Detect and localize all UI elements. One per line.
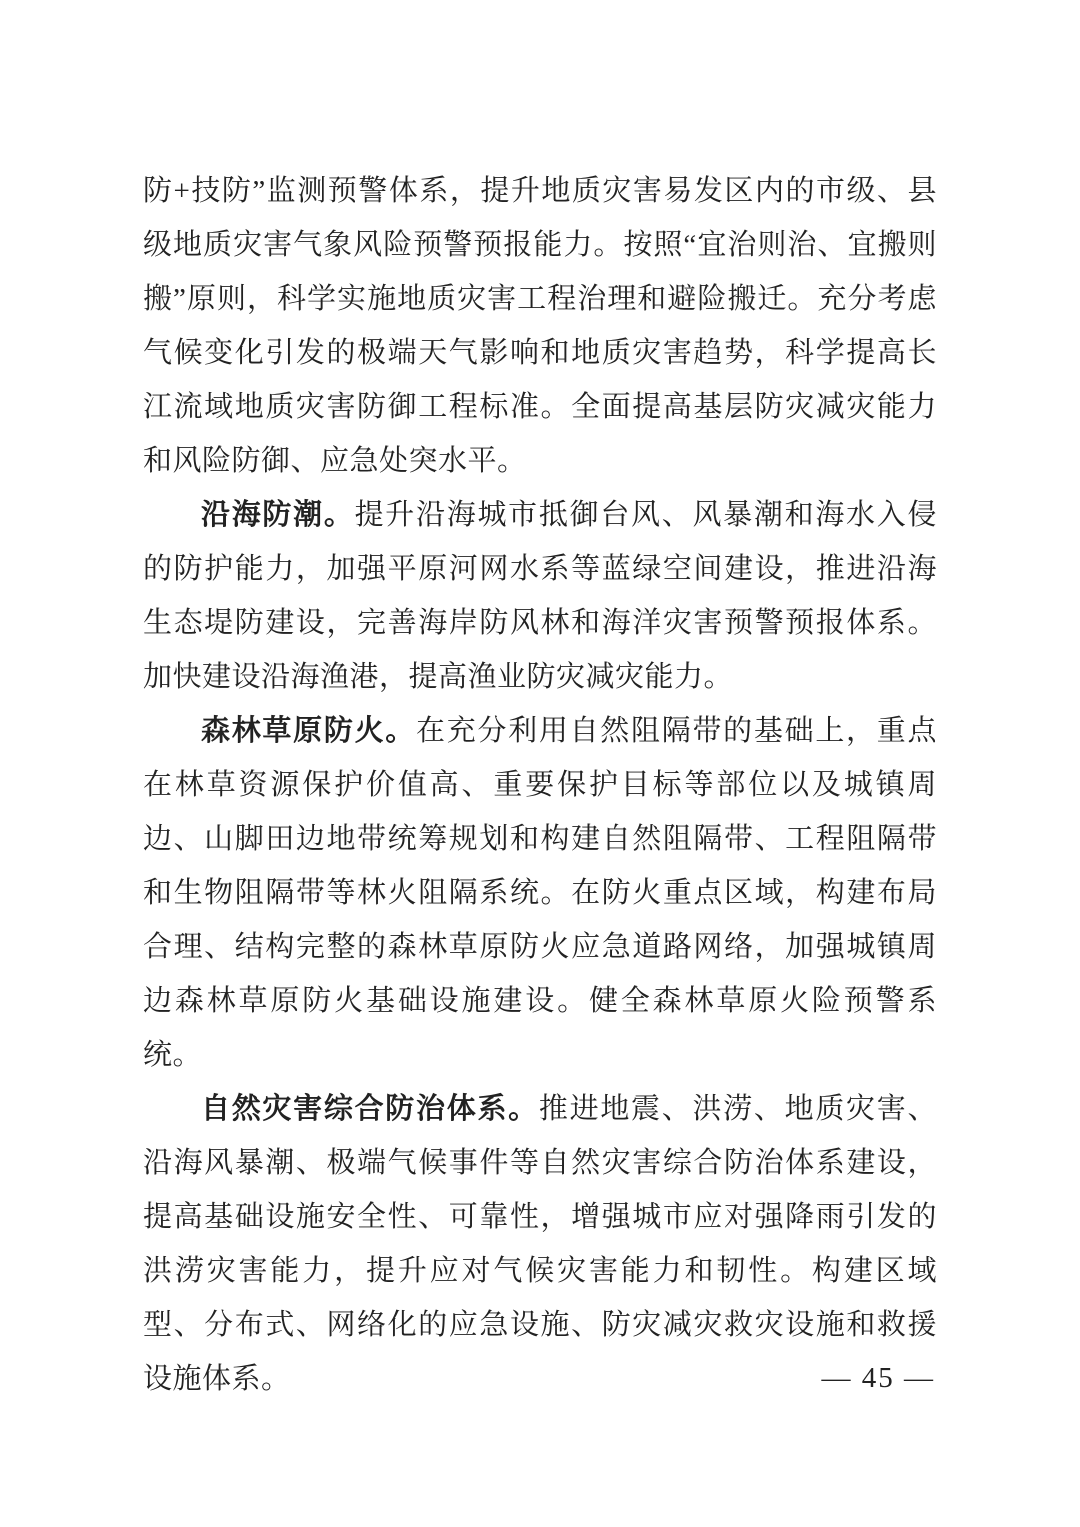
paragraph-lead: 自然灾害综合防治体系。: [201, 1093, 539, 1125]
paragraph-lead: 沿海防潮。: [201, 499, 355, 531]
paragraph: [143, 164, 937, 488]
paragraph-text: 推进地震、洪涝、地质灾害、沿海风暴潮、极端气候事件等自然灾害综合防治体系建设，提高基础设施安全性、可靠性，增强城市应对强降雨引发的洪涝灾害能力，提升应对气候灾害能力和韧性。构建区域型、分布式、网络化的应急设施、防灾减灾救灾设施和救援设施体系。: [143, 1093, 937, 1395]
paragraph-text: 在充分利用自然阻隔带的基础上，重点在林草资源保护价值高、重要保护目标等部位以及城镇周边、山脚田边地带统筹规划和构建自然阻隔带、工程阻隔带和生物阻隔带等林火阻隔系统。在防火重点区域，构建布局合理、结构完整的森林草原防火应急道路网络，加强城镇周边森林草原防火基础设施建设。健全森林草原火险预警系统。: [143, 715, 937, 1071]
paragraph-text: 防+技防”监测预警体系，提升地质灾害易发区内的市级、县级地质灾害气象风险预警预报能力。按照“宜治则治、宜搬则搬”原则，科学实施地质灾害工程治理和避险搬迁。充分考虑气候变化引发的极端天气影响和地质灾害趋势，科学提高长江流域地质灾害防御工程标准。全面提高基层防灾减灾能力和风险防御、应急处突水平。: [143, 175, 937, 477]
paragraph: [143, 488, 937, 704]
paragraph-lead: 森林草原防火。: [201, 715, 417, 747]
page-number: — 45 —: [821, 1362, 935, 1394]
paragraph-text: 提升沿海城市抵御台风、风暴潮和海水入侵的防护能力，加强平原河网水系等蓝绿空间建设，推进沿海生态堤防建设，完善海岸防风林和海洋灾害预警预报体系。加快建设沿海渔港，提高渔业防灾减灾能力。: [143, 499, 937, 693]
paragraph: [143, 704, 937, 1082]
document-body: [143, 164, 937, 1406]
paragraph: [143, 1082, 937, 1406]
